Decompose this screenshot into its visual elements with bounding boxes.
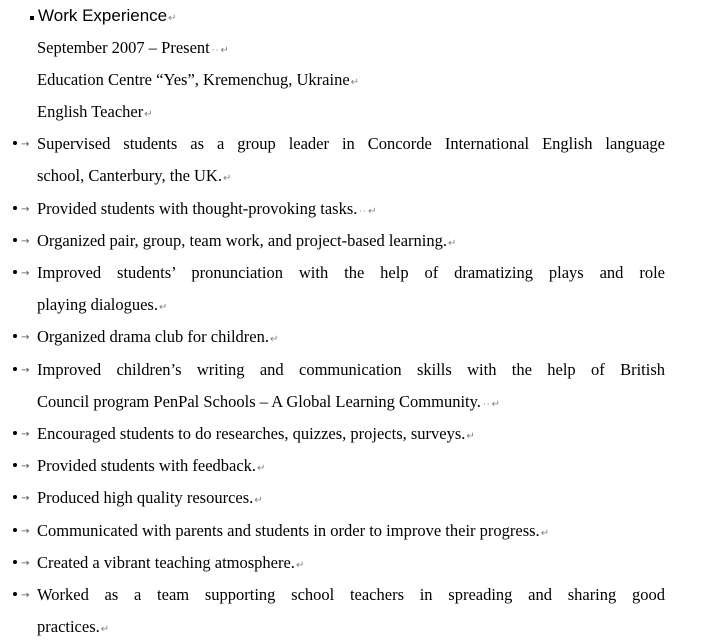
space-marks: ·· — [482, 400, 491, 410]
list-item-text: Council program PenPal Schools – A Global Learning Community. — [37, 392, 481, 411]
bullet-dot — [13, 463, 17, 467]
bullet-dot — [13, 528, 17, 532]
list-item-line — [37, 231, 456, 254]
bullet-marker — [13, 360, 29, 381]
tab-arrow: → — [21, 558, 30, 569]
space-marks: ·· — [211, 46, 220, 56]
tab-arrow: → — [21, 139, 30, 150]
job-title-text: English Teacher — [37, 102, 144, 121]
bullet-marker — [13, 327, 29, 348]
paragraph-mark: ↵ — [269, 334, 279, 345]
paragraph-mark: ↵ — [448, 238, 457, 249]
bullet-dot — [13, 238, 17, 242]
bullet-marker — [13, 199, 29, 220]
list-item-line — [37, 553, 304, 576]
paragraph-mark: ↵ — [491, 399, 501, 410]
list-item-line: Improved children’s writing and communication skills with the help of British — [37, 360, 665, 379]
list-item-line — [37, 521, 549, 544]
list-item-text: Produced high quality resources. — [37, 488, 254, 507]
bullet-dot — [13, 270, 17, 274]
tab-arrow: → — [21, 204, 30, 215]
bullet-dot — [13, 592, 17, 596]
list-item-text: Created a vibrant teaching atmosphere. — [37, 553, 295, 572]
bullet-marker — [13, 553, 29, 574]
work-period-text: September 2007 – Present — [37, 38, 210, 57]
list-item-line — [37, 456, 265, 479]
bullet-dot — [13, 560, 17, 564]
section-heading — [30, 4, 177, 31]
paragraph-mark: ↵ — [144, 109, 153, 120]
paragraph-mark: ↵ — [295, 560, 305, 571]
tab-arrow: → — [21, 332, 30, 343]
bullet-dot — [13, 334, 17, 338]
list-item-line-cont — [37, 295, 167, 318]
tab-arrow: → — [21, 268, 30, 279]
bullet-dot — [13, 141, 17, 145]
tab-arrow: → — [21, 429, 30, 440]
employer-text: Education Centre “Yes”, Kremenchug, Ukraine — [37, 70, 350, 89]
list-item-line — [37, 199, 377, 222]
list-item-text: school, Canterbury, the UK. — [37, 166, 222, 185]
list-item-line-cont — [37, 392, 500, 415]
bullet-marker — [13, 231, 29, 252]
list-item-text: Communicated with parents and students in order to improve their progress. — [37, 521, 540, 540]
list-item-text: Organized pair, group, team work, and project-based learning. — [37, 231, 448, 250]
space-marks: ·· — [359, 207, 368, 217]
paragraph-mark: ↵ — [368, 206, 377, 217]
bullet-marker — [13, 134, 29, 155]
list-item-text: Provided students with feedback. — [37, 456, 257, 475]
paragraph-mark: ↵ — [466, 431, 475, 442]
paragraph-mark: ↵ — [158, 302, 168, 313]
list-item-line: Supervised students as a group leader in Concorde International English language — [37, 134, 665, 153]
list-item-line: Improved students’ pronunciation with the help of dramatizing plays and role — [37, 263, 665, 282]
list-item-line — [37, 424, 475, 447]
bullet-marker — [13, 263, 29, 284]
list-item-line-cont — [37, 617, 109, 640]
bullet-marker — [13, 521, 29, 542]
paragraph-mark: ↵ — [350, 77, 360, 88]
bullet-marker — [13, 488, 29, 509]
paragraph-mark: ↵ — [254, 495, 263, 506]
bullet-dot — [13, 495, 17, 499]
paragraph-mark: ↵ — [257, 463, 266, 474]
list-item-text: Encouraged students to do researches, quizzes, projects, surveys. — [37, 424, 466, 443]
list-item-text: playing dialogues. — [37, 295, 158, 314]
paragraph-mark: ↵ — [540, 528, 550, 539]
work-period — [37, 38, 229, 61]
list-item-line — [37, 327, 278, 350]
list-item-text: Provided students with thought-provoking tasks. — [37, 199, 358, 218]
list-item-text: practices. — [37, 617, 100, 636]
employer — [37, 70, 359, 93]
list-item-line — [37, 488, 263, 511]
list-item-line: Worked as a team supporting school teachers in spreading and sharing good — [37, 585, 665, 604]
tab-arrow: → — [21, 526, 30, 537]
tab-arrow: → — [21, 461, 30, 472]
bullet-marker — [13, 456, 29, 477]
section-heading-text: Work Experience — [38, 6, 168, 25]
bullet-marker — [13, 424, 29, 445]
tab-arrow: → — [21, 236, 30, 247]
tab-arrow: → — [21, 365, 30, 376]
paragraph-mark: ↵ — [222, 173, 232, 184]
bullet-dot — [13, 431, 17, 435]
list-item-text: Organized drama club for children. — [37, 327, 269, 346]
paragraph-mark: ↵ — [168, 13, 177, 24]
bullet-dot — [13, 367, 17, 371]
bullet-dot — [13, 206, 17, 210]
bullet-marker — [13, 585, 29, 606]
tab-arrow: → — [21, 590, 30, 601]
job-title — [37, 102, 153, 125]
list-item-line-cont — [37, 166, 231, 189]
tab-arrow: → — [21, 493, 30, 504]
heading-bullet — [30, 16, 34, 20]
paragraph-mark: ↵ — [100, 624, 110, 635]
paragraph-mark: ↵ — [220, 45, 229, 56]
